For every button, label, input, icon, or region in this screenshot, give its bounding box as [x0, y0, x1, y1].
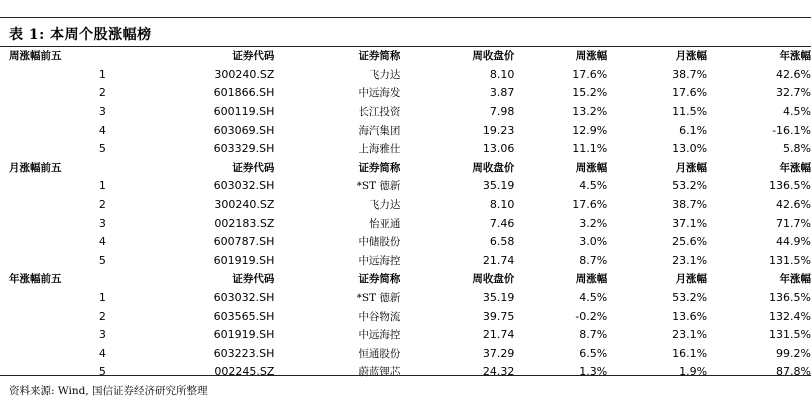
- table-row: [0, 196, 811, 215]
- rank-cell: 4: [98, 235, 106, 249]
- section-header-row: [0, 159, 811, 178]
- week-change-cell: 6.5%: [579, 346, 608, 360]
- table-row: [0, 66, 811, 85]
- year-change-cell: 132.4%: [769, 309, 811, 323]
- code-cell: 600787.SH: [213, 235, 275, 249]
- year-change-cell: 44.9%: [776, 235, 811, 249]
- close-price-cell: 8.10: [489, 198, 515, 212]
- month-change-cell: 25.6%: [672, 235, 708, 249]
- table-row: [0, 252, 811, 271]
- column-header: 月涨幅: [675, 273, 708, 286]
- column-header: 证券代码: [232, 161, 275, 174]
- bottom-rule: [0, 375, 811, 376]
- rank-cell: 3: [98, 328, 106, 342]
- year-change-cell: 136.5%: [769, 291, 811, 305]
- rank-cell: 4: [98, 346, 106, 360]
- week-change-cell: 4.5%: [579, 179, 608, 193]
- name-cell: 中远海控: [358, 329, 401, 342]
- close-price-cell: 39.75: [482, 309, 515, 323]
- month-change-cell: 1.9%: [679, 365, 708, 379]
- column-header: 年涨幅: [779, 161, 811, 174]
- rank-cell: 2: [98, 86, 106, 100]
- close-price-cell: 35.19: [482, 179, 515, 193]
- column-header: 周涨幅: [575, 273, 608, 286]
- rank-cell: 2: [98, 309, 106, 323]
- week-change-cell: 17.6%: [572, 198, 608, 212]
- code-cell: 603032.SH: [213, 291, 275, 305]
- rank-cell: 1: [98, 291, 106, 305]
- name-cell: 中谷物流: [358, 310, 401, 323]
- column-header: 证券简称: [358, 50, 401, 63]
- stock-gainers-table: [0, 47, 811, 382]
- rank-cell: 1: [98, 67, 106, 81]
- column-header: 月涨幅前五: [9, 161, 62, 174]
- week-change-cell: 8.7%: [579, 253, 608, 267]
- column-header: 月涨幅: [675, 50, 708, 63]
- table-title: 表 1: 本周个股涨幅榜: [9, 27, 152, 43]
- week-change-cell: 15.2%: [572, 86, 608, 100]
- week-change-cell: 3.2%: [579, 216, 608, 230]
- week-change-cell: 1.3%: [579, 365, 608, 379]
- column-header: 证券代码: [232, 273, 275, 286]
- table-row: [0, 233, 811, 252]
- title-bar: [0, 17, 811, 47]
- year-change-cell: 5.8%: [783, 142, 811, 156]
- name-cell: 中远海控: [358, 254, 401, 267]
- name-cell: 飞力达: [368, 68, 401, 81]
- column-header: 证券代码: [232, 50, 275, 63]
- column-header: 周涨幅前五: [9, 50, 62, 63]
- code-cell: 603565.SH: [213, 309, 275, 323]
- close-price-cell: 21.74: [482, 253, 515, 267]
- rank-cell: 3: [98, 216, 106, 230]
- month-change-cell: 37.1%: [672, 216, 708, 230]
- close-price-cell: 35.19: [482, 291, 515, 305]
- column-header: 周涨幅: [575, 161, 608, 174]
- code-cell: 002183.SZ: [214, 216, 275, 230]
- week-change-cell: 8.7%: [579, 328, 608, 342]
- close-price-cell: 24.32: [482, 365, 515, 379]
- month-change-cell: 38.7%: [672, 198, 708, 212]
- week-change-cell: 13.2%: [572, 105, 608, 119]
- name-cell: 蔚蓝锂芯: [358, 366, 401, 379]
- source-note: 资料来源: Wind, 国信证券经济研究所整理: [9, 385, 208, 397]
- week-change-cell: 17.6%: [572, 67, 608, 81]
- code-cell: 603069.SH: [213, 123, 275, 137]
- year-change-cell: 131.5%: [769, 253, 811, 267]
- section-header-row: [0, 270, 811, 289]
- year-change-cell: 32.7%: [776, 86, 811, 100]
- year-change-cell: 42.6%: [776, 67, 811, 81]
- close-price-cell: 7.98: [489, 105, 515, 119]
- rank-cell: 1: [98, 179, 106, 193]
- month-change-cell: 16.1%: [672, 346, 708, 360]
- week-change-cell: 4.5%: [579, 291, 608, 305]
- table-row: [0, 84, 811, 103]
- rank-cell: 4: [98, 123, 106, 137]
- close-price-cell: 21.74: [482, 328, 515, 342]
- table-row: [0, 140, 811, 159]
- year-change-cell: 71.7%: [776, 216, 811, 230]
- column-header: 月涨幅: [675, 161, 708, 174]
- table-row: [0, 363, 811, 382]
- month-change-cell: 13.0%: [672, 142, 708, 156]
- table-row: [0, 345, 811, 364]
- close-price-cell: 37.29: [482, 346, 515, 360]
- close-price-cell: 7.46: [489, 216, 515, 230]
- column-header: 年涨幅: [779, 50, 811, 63]
- year-change-cell: -16.1%: [772, 123, 811, 137]
- week-change-cell: 3.0%: [579, 235, 608, 249]
- column-header: 周收盘价: [472, 273, 515, 286]
- year-change-cell: 131.5%: [769, 328, 811, 342]
- code-cell: 300240.SZ: [214, 67, 275, 81]
- column-header: 周收盘价: [472, 161, 515, 174]
- code-cell: 002245.SZ: [214, 365, 275, 379]
- month-change-cell: 6.1%: [679, 123, 708, 137]
- column-header: 年涨幅前五: [9, 273, 62, 286]
- rank-cell: 5: [98, 142, 106, 156]
- month-change-cell: 53.2%: [672, 291, 708, 305]
- table-row: [0, 103, 811, 122]
- section-header-row: [0, 47, 811, 66]
- table-row: [0, 289, 811, 308]
- code-cell: 603329.SH: [213, 142, 275, 156]
- column-header: 证券简称: [358, 161, 401, 174]
- name-cell: 中远海发: [358, 87, 401, 100]
- year-change-cell: 99.2%: [776, 346, 811, 360]
- month-change-cell: 23.1%: [672, 328, 708, 342]
- table-row: [0, 307, 811, 326]
- code-cell: 601919.SH: [213, 328, 275, 342]
- month-change-cell: 11.5%: [672, 105, 708, 119]
- code-cell: 300240.SZ: [214, 198, 275, 212]
- close-price-cell: 6.58: [489, 235, 515, 249]
- name-cell: 长江投资: [358, 106, 401, 119]
- code-cell: 600119.SH: [213, 105, 275, 119]
- week-change-cell: 12.9%: [572, 123, 608, 137]
- column-header: 周涨幅: [575, 50, 608, 63]
- column-header: 年涨幅: [779, 273, 811, 286]
- close-price-cell: 13.06: [482, 142, 515, 156]
- close-price-cell: 3.87: [489, 86, 515, 100]
- rank-cell: 5: [98, 253, 106, 267]
- name-cell: *ST 德新: [356, 180, 401, 193]
- month-change-cell: 13.6%: [672, 309, 708, 323]
- month-change-cell: 53.2%: [672, 179, 708, 193]
- year-change-cell: 4.5%: [783, 105, 811, 119]
- table-row: [0, 177, 811, 196]
- rank-cell: 2: [98, 198, 106, 212]
- name-cell: *ST 德新: [356, 292, 401, 305]
- table-row: [0, 121, 811, 140]
- code-cell: 601919.SH: [213, 253, 275, 267]
- name-cell: 恒通股份: [358, 347, 401, 360]
- close-price-cell: 8.10: [489, 67, 515, 81]
- year-change-cell: 136.5%: [769, 179, 811, 193]
- month-change-cell: 23.1%: [672, 253, 708, 267]
- month-change-cell: 38.7%: [672, 67, 708, 81]
- close-price-cell: 19.23: [482, 123, 515, 137]
- week-change-cell: 11.1%: [572, 142, 608, 156]
- column-header: 周收盘价: [472, 50, 515, 63]
- month-change-cell: 17.6%: [672, 86, 708, 100]
- year-change-cell: 87.8%: [776, 365, 811, 379]
- week-change-cell: -0.2%: [575, 309, 608, 323]
- name-cell: 海汽集团: [358, 124, 401, 137]
- code-cell: 603032.SH: [213, 179, 275, 193]
- rank-cell: 5: [98, 365, 106, 379]
- table-row: [0, 326, 811, 345]
- name-cell: 飞力达: [368, 199, 401, 212]
- name-cell: 中储股份: [358, 236, 401, 249]
- name-cell: 怡亚通: [368, 217, 401, 230]
- table-row: [0, 214, 811, 233]
- code-cell: 601866.SH: [213, 86, 275, 100]
- code-cell: 603223.SH: [213, 346, 275, 360]
- column-header: 证券简称: [358, 273, 401, 286]
- rank-cell: 3: [98, 105, 106, 119]
- year-change-cell: 42.6%: [776, 198, 811, 212]
- name-cell: 上海雅仕: [358, 143, 401, 156]
